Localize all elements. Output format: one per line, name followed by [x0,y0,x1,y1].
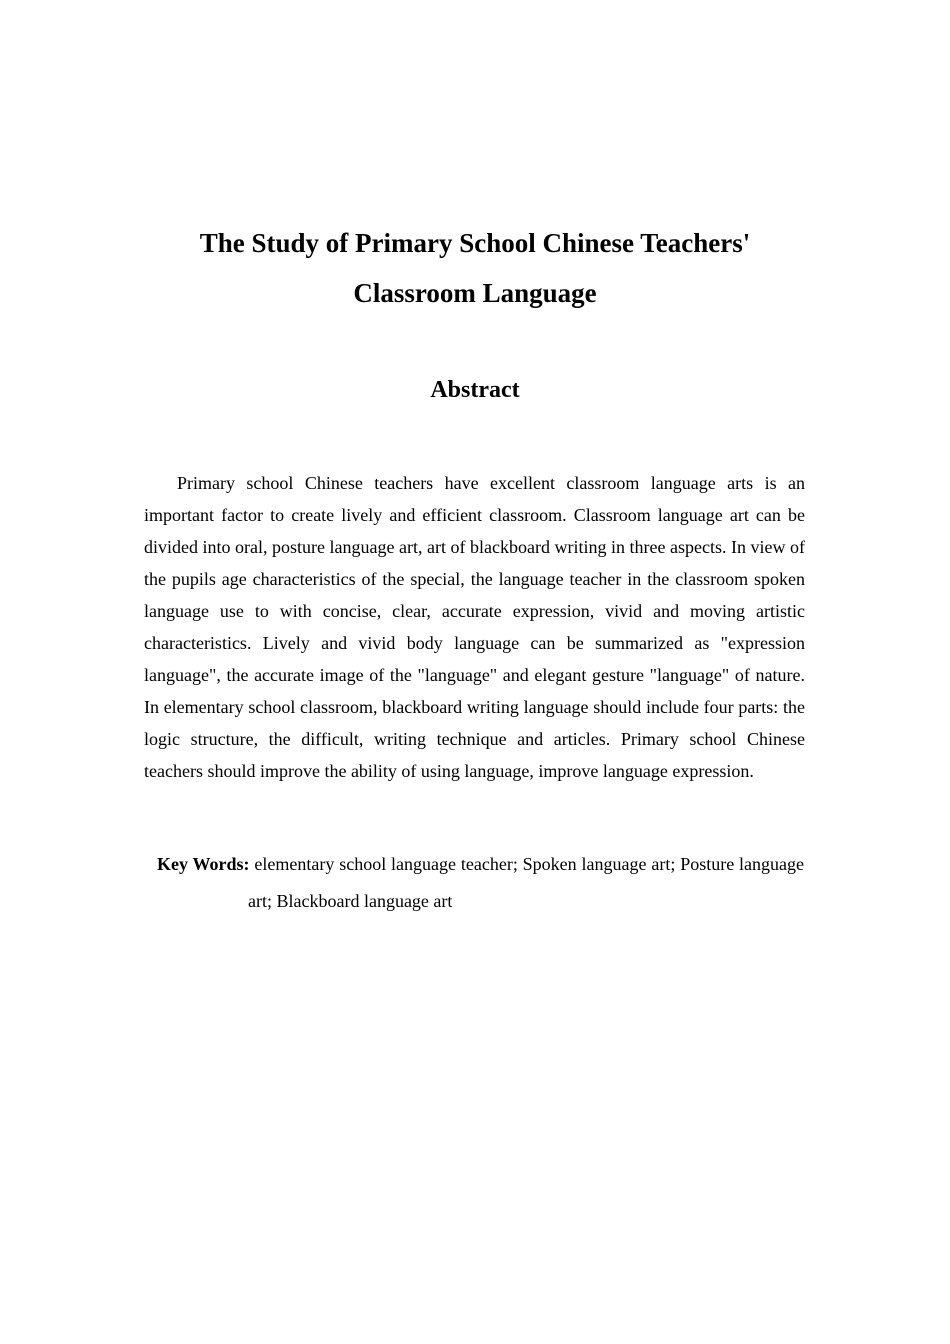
keywords-text: elementary school language teacher; Spoken language art; Posture language art; Blackboard language art [248,854,805,911]
abstract-heading: Abstract [430,377,520,403]
paper-title [0,218,950,318]
abstract-body: Primary school Chinese teachers have excellent classroom language arts is an important factor to create lively and efficient classroom. Classroom language art can be divided into oral, posture language art, art of blackboard writing in three aspects. In view of the pupils age characteristics of the special, the language teacher in the classroom spoken language use to with concise, clear, accurate expression, vivid and moving artistic characteristics. Lively and vivid body language can be summarized as "expression language", the accurate image of the "language" and elegant gesture "language" of nature. In elementary school classroom, blackboard writing language should include four parts: the logic structure, the difficult, writing technique and articles. Primary school Chinese teachers should improve the ability of using language, improve language expression. [144,473,805,781]
paper-title-line-2: Classroom Language [353,278,597,308]
keywords-label: Key Words: [157,854,250,874]
paper-title-line-1: The Study of Primary School Chinese Teachers' [199,228,751,258]
keywords [157,846,804,920]
